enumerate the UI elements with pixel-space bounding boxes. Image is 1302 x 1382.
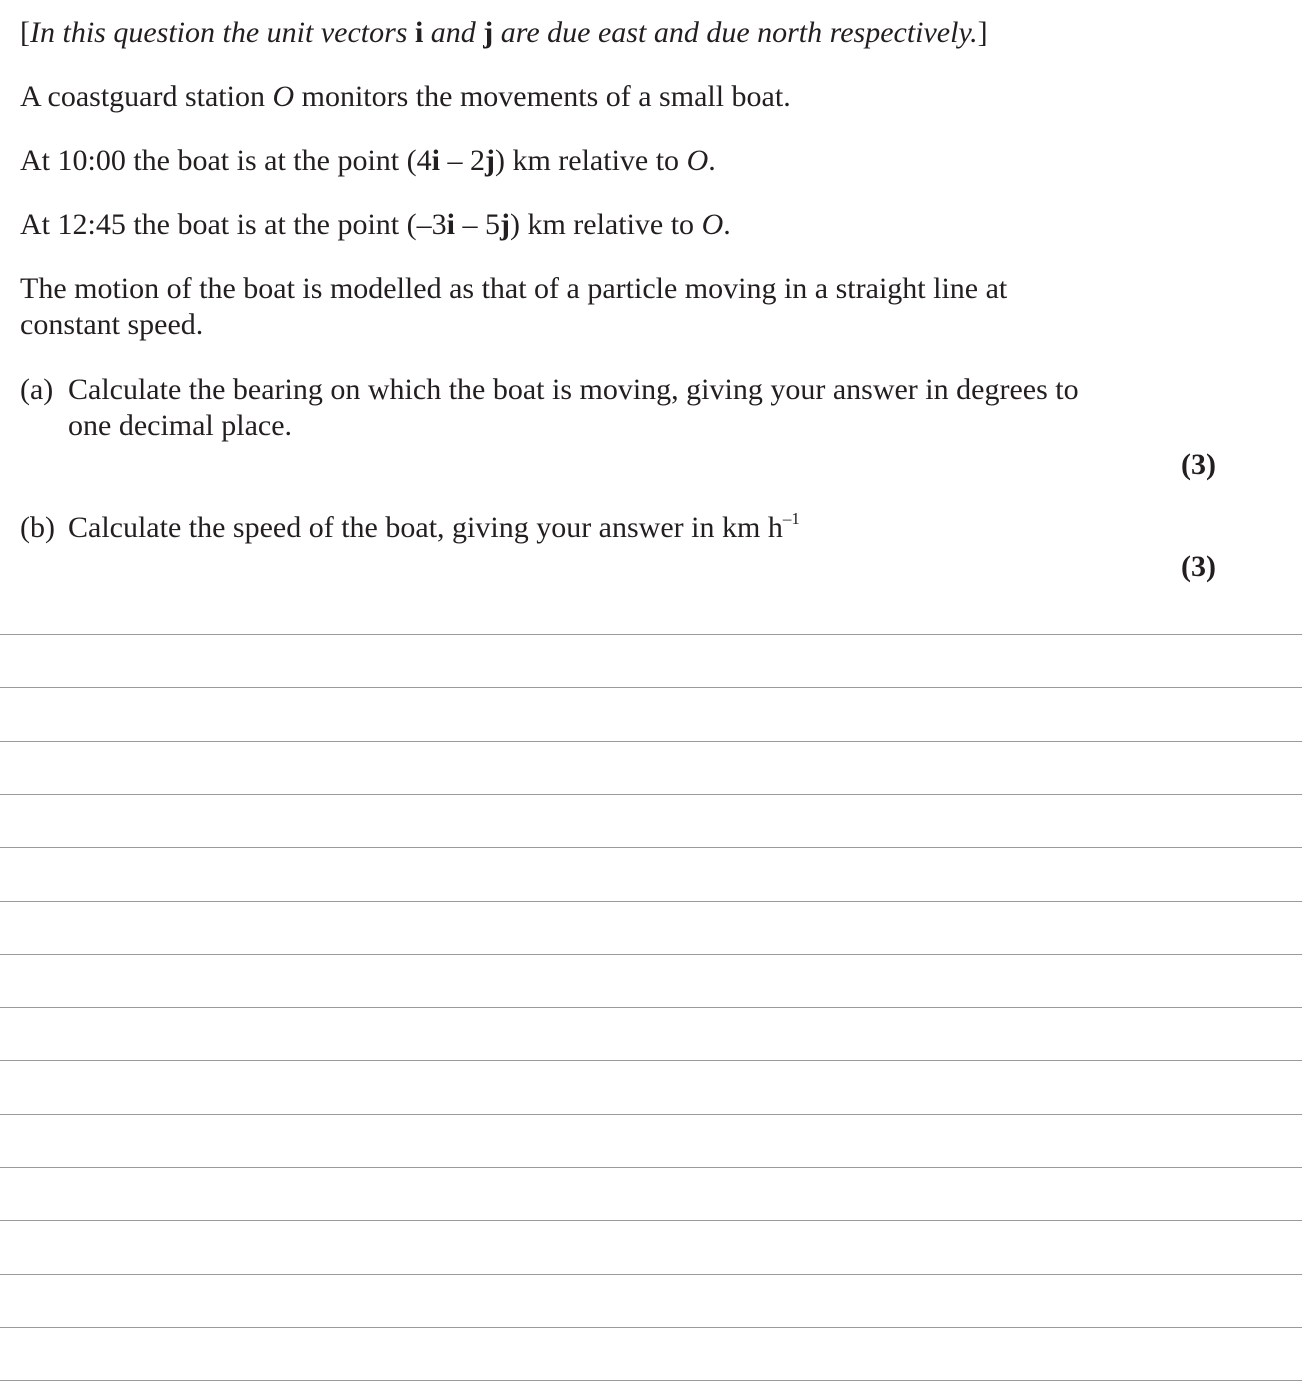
intro-j-vector: j: [483, 16, 494, 49]
answer-line[interactable]: [0, 1114, 1302, 1115]
para2-end: .: [708, 144, 716, 177]
para2-j-vector: j: [484, 144, 495, 177]
answer-line[interactable]: [0, 1327, 1302, 1328]
part-b-marks: (3): [1181, 550, 1216, 583]
part-a-label: (a): [20, 373, 54, 406]
para1-O: O: [272, 80, 295, 113]
intro-instruction: [20, 15, 988, 51]
part-a-question-line-2: one decimal place.: [68, 409, 293, 442]
intro-i-vector: i: [414, 16, 424, 49]
answer-line[interactable]: [0, 634, 1302, 635]
intro-text-2: are due east and due north respectively.: [493, 16, 978, 49]
para3-text-after: ) km relative to: [509, 208, 702, 241]
para1-text-after: monitors the movements of a small boat.: [294, 80, 791, 113]
para3-text-before: At 12:45 the boat is at the point (–3: [20, 208, 447, 241]
part-b-text: Calculate the speed of the boat, giving your answer in km h: [68, 511, 783, 544]
part-a-question-line-1: Calculate the bearing on which the boat is moving, giving your answer in degrees to: [68, 373, 1079, 406]
para1-text-before: A coastguard station: [20, 80, 273, 113]
paragraph-position-1245: [20, 207, 731, 243]
intro-close-bracket: ]: [977, 16, 988, 49]
para3-minus: – 5: [454, 208, 500, 241]
answer-line[interactable]: [0, 687, 1302, 688]
answer-line[interactable]: [0, 847, 1302, 848]
part-b-label: (b): [20, 511, 55, 544]
answer-line[interactable]: [0, 1007, 1302, 1008]
paragraph-position-1000: [20, 143, 716, 179]
para3-i-vector: i: [446, 208, 455, 241]
answer-line[interactable]: [0, 1380, 1302, 1381]
para3-end: .: [723, 208, 731, 241]
answer-line[interactable]: [0, 1220, 1302, 1221]
answer-line[interactable]: [0, 954, 1302, 955]
para3-j-vector: j: [499, 208, 510, 241]
paragraph-model-line-2: constant speed.: [20, 308, 204, 341]
intro-text-1: In this question the unit vectors: [30, 16, 415, 49]
para3-O: O: [701, 208, 724, 241]
para2-text-after: ) km relative to: [494, 144, 687, 177]
answer-line[interactable]: [0, 1167, 1302, 1168]
answer-line[interactable]: [0, 901, 1302, 902]
para2-minus: – 2: [439, 144, 485, 177]
answer-line[interactable]: [0, 1274, 1302, 1275]
para2-i-vector: i: [431, 144, 440, 177]
intro-and: and: [423, 16, 484, 49]
answer-line[interactable]: [0, 794, 1302, 795]
part-b-question: [68, 510, 800, 550]
paragraph-model-line-1: The motion of the boat is modelled as that of a particle moving in a straight line at: [20, 272, 1008, 305]
part-a-marks: (3): [1181, 448, 1216, 481]
para2-text-before: At 10:00 the boat is at the point (4: [20, 144, 432, 177]
answer-line[interactable]: [0, 741, 1302, 742]
intro-open-bracket: [: [20, 16, 30, 49]
para2-O: O: [686, 144, 709, 177]
answer-line[interactable]: [0, 1060, 1302, 1061]
paragraph-station: [20, 79, 791, 115]
part-b-superscript: –1: [782, 509, 800, 528]
